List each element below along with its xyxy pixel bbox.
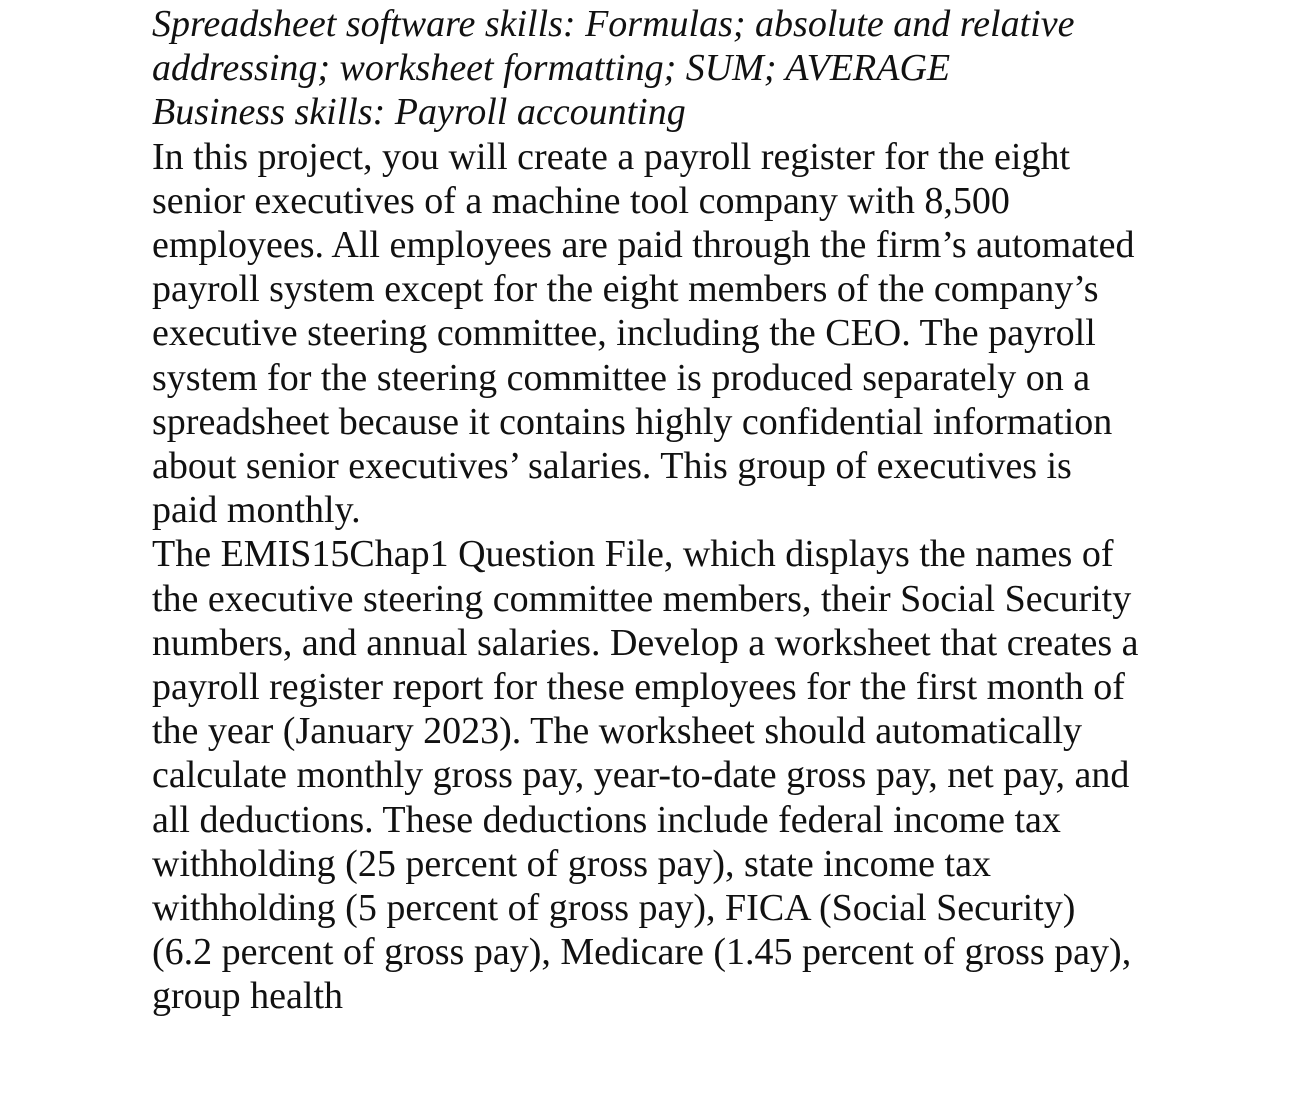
paragraph-line: employees. All employees are paid through the firm’s automated xyxy=(152,224,1135,267)
paragraph-line: (6.2 percent of gross pay), Medicare (1.45 percent of gross pay), xyxy=(152,931,1132,974)
paragraph-line: the year (January 2023). The worksheet should automatically xyxy=(152,710,1083,753)
paragraph-line: group health xyxy=(152,975,344,1018)
paragraph-line: executive steering committee, including the CEO. The payroll xyxy=(152,312,1096,355)
paragraph-line: system for the steering committee is produced separately on a xyxy=(152,356,1091,399)
paragraph-line: all deductions. These deductions include federal income tax xyxy=(152,798,1061,841)
skills-section xyxy=(152,2,1152,135)
spreadsheet-skills-line-2: addressing; worksheet formatting; SUM; AVERAGE xyxy=(152,47,951,90)
paragraph-line: withholding (5 percent of gross pay), FICA (Social Security) xyxy=(152,887,1076,930)
intro-paragraph xyxy=(152,135,1152,533)
paragraph-line: about senior executives’ salaries. This group of executives is xyxy=(152,445,1072,488)
document-page xyxy=(152,0,1152,1019)
business-skills-line: Business skills: Payroll accounting xyxy=(152,91,686,134)
paragraph-line: payroll system except for the eight members of the company’s xyxy=(152,268,1099,311)
paragraph-line: payroll register report for these employees for the first month of xyxy=(152,666,1125,709)
paragraph-line: numbers, and annual salaries. Develop a worksheet that creates a xyxy=(152,621,1139,664)
paragraph-line: spreadsheet because it contains highly confidential information xyxy=(152,400,1113,443)
paragraph-line: withholding (25 percent of gross pay), state income tax xyxy=(152,842,991,885)
paragraph-line: The EMIS15Chap1 Question File, which displays the names of xyxy=(152,533,1114,576)
paragraph-line: calculate monthly gross pay, year-to-date gross pay, net pay, and xyxy=(152,754,1130,797)
paragraph-line: paid monthly. xyxy=(152,489,361,532)
paragraph-line: the executive steering committee members, their Social Security xyxy=(152,577,1132,620)
task-paragraph xyxy=(152,532,1152,1018)
paragraph-line: In this project, you will create a payroll register for the eight xyxy=(152,135,1071,178)
spreadsheet-skills-line-1: Spreadsheet software skills: Formulas; absolute and relative xyxy=(152,3,1075,45)
paragraph-line: senior executives of a machine tool company with 8,500 xyxy=(152,179,1010,222)
